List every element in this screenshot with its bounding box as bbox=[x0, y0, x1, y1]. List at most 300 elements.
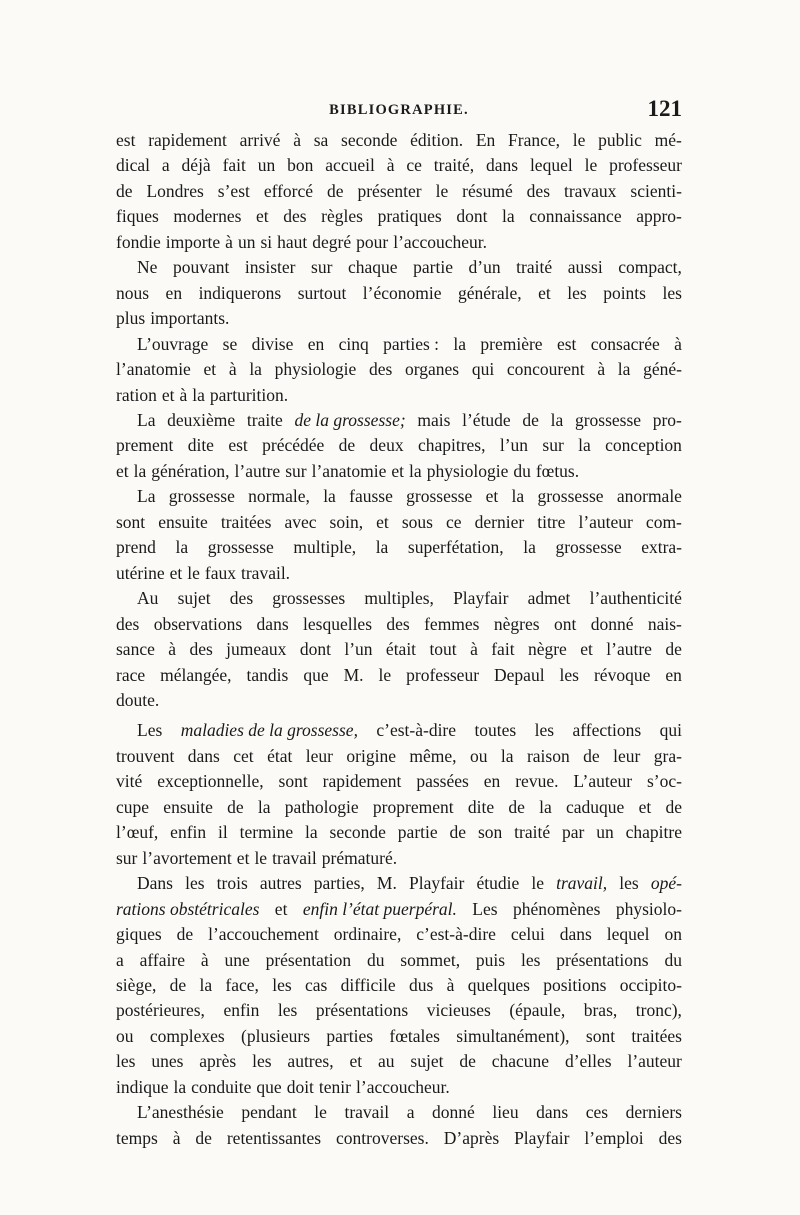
word: sujet bbox=[410, 1051, 444, 1072]
text-line bbox=[116, 408, 682, 433]
word: à bbox=[225, 231, 233, 252]
word: dite bbox=[187, 435, 214, 456]
word: traité bbox=[514, 822, 551, 843]
word: grossesse bbox=[168, 486, 235, 507]
text-line bbox=[116, 820, 682, 845]
word: efforcé bbox=[263, 180, 314, 201]
running-title: BIBLIOGRAPHIE. bbox=[329, 102, 469, 118]
word: raison bbox=[526, 745, 570, 766]
word: des bbox=[189, 639, 213, 660]
word: la bbox=[511, 486, 525, 507]
text-line bbox=[116, 510, 682, 535]
word: France, bbox=[508, 130, 561, 150]
word: géné- bbox=[643, 359, 682, 380]
word: grossesse bbox=[574, 409, 642, 430]
word: et bbox=[349, 1051, 363, 1072]
word: les bbox=[520, 949, 541, 970]
text-line bbox=[116, 948, 682, 973]
word: des bbox=[658, 1127, 682, 1148]
word: vicieuses bbox=[426, 1000, 491, 1021]
word: nègres bbox=[493, 613, 540, 634]
word: était bbox=[385, 639, 417, 660]
word: grossesse bbox=[406, 486, 473, 507]
text-line bbox=[116, 871, 682, 896]
word: enfin bbox=[223, 1000, 260, 1021]
word: à bbox=[228, 359, 237, 380]
word: de bbox=[665, 639, 682, 660]
word: grossesse bbox=[555, 537, 622, 558]
text-line bbox=[116, 332, 682, 357]
word: affaire bbox=[139, 949, 185, 970]
word: révoque bbox=[593, 664, 651, 685]
word: si bbox=[260, 231, 273, 252]
word: ont bbox=[553, 613, 577, 634]
word: termine bbox=[239, 822, 294, 843]
word: chapitre bbox=[625, 822, 682, 843]
word: trois bbox=[216, 873, 248, 894]
word: de la grossesse; bbox=[294, 409, 406, 430]
text-line bbox=[116, 998, 682, 1023]
word: race bbox=[116, 664, 146, 685]
word: c’est-à-dire bbox=[416, 924, 496, 945]
word: ration bbox=[116, 384, 157, 405]
word: de bbox=[583, 745, 600, 766]
word: les bbox=[252, 1051, 272, 1072]
word: anormale bbox=[616, 486, 682, 507]
word: la bbox=[192, 384, 205, 405]
word: temps bbox=[116, 1127, 158, 1148]
word: opé- bbox=[650, 873, 682, 894]
word: deuxième bbox=[167, 409, 236, 430]
word: aussi bbox=[567, 257, 603, 278]
text-line bbox=[116, 897, 682, 922]
word: sommet, bbox=[400, 949, 461, 970]
word: soin, bbox=[329, 511, 364, 532]
word: organes bbox=[405, 359, 460, 380]
word: les bbox=[116, 1051, 136, 1072]
word: parties : bbox=[383, 333, 440, 354]
word: du bbox=[366, 949, 385, 970]
word: règles bbox=[321, 206, 363, 227]
word: de bbox=[176, 924, 194, 945]
word: il bbox=[218, 822, 228, 843]
word: fœtales bbox=[389, 1025, 440, 1046]
word: ce bbox=[406, 155, 422, 176]
word: chapitres, bbox=[417, 435, 486, 456]
word: et bbox=[638, 796, 652, 817]
word: après bbox=[199, 1051, 237, 1072]
word: de bbox=[116, 180, 133, 201]
word: rapidement bbox=[322, 771, 402, 792]
word: importe bbox=[165, 231, 221, 252]
word: présenter bbox=[357, 180, 422, 201]
word: un bbox=[237, 231, 256, 252]
word: de bbox=[665, 796, 682, 817]
word: la bbox=[523, 537, 536, 558]
word: La bbox=[137, 486, 156, 507]
word: dans bbox=[536, 1102, 569, 1123]
word: par bbox=[562, 822, 585, 843]
word: leur bbox=[613, 745, 641, 766]
word: cet bbox=[233, 745, 254, 766]
word: modernes bbox=[173, 206, 242, 227]
word: générale, bbox=[458, 282, 522, 303]
word: la bbox=[133, 460, 147, 481]
word: Les bbox=[137, 720, 163, 741]
word: degré bbox=[312, 231, 352, 252]
word: admet bbox=[527, 588, 571, 609]
word: les bbox=[662, 282, 682, 303]
word: ensuite bbox=[158, 511, 208, 532]
word: mélangée, bbox=[160, 664, 232, 685]
text-line bbox=[116, 846, 682, 871]
text-line bbox=[116, 383, 682, 408]
word: première bbox=[480, 333, 543, 354]
word: cupe bbox=[116, 796, 150, 817]
word: Dans bbox=[137, 873, 173, 894]
word: siège, bbox=[116, 974, 157, 995]
word: nous bbox=[116, 282, 150, 303]
word: pendant bbox=[241, 1102, 297, 1123]
word: extra- bbox=[641, 537, 682, 558]
word: l’auteur bbox=[578, 511, 633, 532]
word: partie bbox=[413, 257, 453, 278]
word: enfin bbox=[170, 822, 207, 843]
text-line bbox=[116, 561, 682, 586]
text-line bbox=[116, 1024, 682, 1049]
word: et bbox=[580, 639, 593, 660]
text-line bbox=[116, 204, 682, 229]
page-number: 121 bbox=[647, 96, 682, 121]
word: dont bbox=[299, 639, 331, 660]
word: à bbox=[293, 130, 301, 150]
word: Depaul bbox=[494, 664, 545, 685]
word: ces bbox=[585, 1102, 609, 1123]
word: grossesse bbox=[207, 537, 274, 558]
word: et bbox=[485, 486, 499, 507]
word: la bbox=[578, 435, 591, 456]
word: et bbox=[169, 562, 183, 583]
word: lequel bbox=[606, 924, 650, 945]
word: à bbox=[446, 974, 455, 995]
word: la bbox=[550, 409, 564, 430]
word: consacrée bbox=[590, 333, 660, 354]
word: enfin l’état puerpéral. bbox=[302, 898, 457, 919]
word: ou bbox=[116, 1025, 134, 1046]
word: lieu bbox=[492, 1102, 519, 1123]
word: (épaule, bbox=[509, 1000, 566, 1021]
word: dite bbox=[467, 796, 495, 817]
word: puis bbox=[475, 949, 506, 970]
word: sur bbox=[542, 435, 564, 456]
word: et bbox=[161, 384, 175, 405]
word: dical bbox=[116, 155, 151, 176]
word: com- bbox=[645, 511, 682, 532]
word: L’ouvrage bbox=[137, 333, 209, 354]
word: maladies de la grossesse, bbox=[180, 720, 358, 741]
word: l’un bbox=[344, 639, 373, 660]
word: quelques bbox=[467, 974, 530, 995]
word: la bbox=[249, 359, 262, 380]
word: l’anatomie bbox=[116, 359, 191, 380]
word: gra- bbox=[653, 745, 682, 766]
word: donné bbox=[590, 613, 634, 634]
word: complexes bbox=[149, 1025, 225, 1046]
word: fausse bbox=[349, 486, 393, 507]
text-line bbox=[116, 1100, 682, 1125]
word: L’anesthésie bbox=[137, 1102, 224, 1123]
word: dont bbox=[456, 206, 488, 227]
word: retentissantes bbox=[226, 1127, 322, 1148]
word: surtout bbox=[297, 282, 347, 303]
word: son bbox=[477, 822, 503, 843]
text-line bbox=[116, 128, 682, 153]
word: arrivé bbox=[239, 130, 281, 150]
word: En bbox=[475, 130, 496, 150]
word: travaux bbox=[563, 180, 617, 201]
word: le bbox=[378, 664, 392, 685]
word: seconde bbox=[329, 822, 386, 843]
word: du bbox=[513, 460, 531, 481]
word: le bbox=[314, 1102, 327, 1123]
word: prend bbox=[116, 537, 156, 558]
word: qui bbox=[471, 359, 495, 380]
word: le bbox=[187, 562, 200, 583]
word: dernier bbox=[474, 511, 525, 532]
word: scienti- bbox=[630, 180, 682, 201]
word: grossesse bbox=[537, 486, 604, 507]
word: multiple, bbox=[293, 537, 357, 558]
text-line bbox=[116, 306, 682, 331]
word: exceptionnelle, bbox=[157, 771, 264, 792]
word: Ne bbox=[137, 257, 158, 278]
word: Les bbox=[472, 898, 498, 919]
word: à bbox=[168, 639, 177, 660]
word: les bbox=[534, 720, 555, 741]
word: tout bbox=[429, 639, 457, 660]
word: présentation bbox=[265, 949, 352, 970]
word: Playfair bbox=[453, 588, 509, 609]
word: la bbox=[502, 206, 515, 227]
word: difficile bbox=[340, 974, 396, 995]
word: la bbox=[175, 537, 189, 558]
word: tenir bbox=[318, 1076, 351, 1097]
word: sous bbox=[401, 511, 433, 532]
text-line bbox=[116, 1126, 682, 1151]
word: professeur bbox=[609, 155, 682, 176]
word: donné bbox=[432, 1102, 475, 1123]
word: précédée bbox=[262, 435, 325, 456]
word: au bbox=[377, 1051, 395, 1072]
word: ou bbox=[469, 745, 488, 766]
word: la bbox=[453, 333, 467, 354]
text-line bbox=[116, 663, 682, 688]
word: tandis bbox=[246, 664, 289, 685]
word: de bbox=[459, 1051, 476, 1072]
word: travail. bbox=[240, 562, 291, 583]
word: Au bbox=[137, 588, 159, 609]
word: bon bbox=[287, 155, 314, 176]
word: derniers bbox=[625, 1102, 682, 1123]
word: mais bbox=[417, 409, 451, 430]
word: prématuré. bbox=[321, 847, 398, 868]
word: l’œuf, bbox=[116, 822, 159, 843]
word: en bbox=[665, 664, 682, 685]
word: sont bbox=[585, 1025, 616, 1046]
word: importants. bbox=[150, 308, 230, 329]
word: l’étude bbox=[462, 409, 511, 430]
word: jumeaux bbox=[226, 639, 287, 660]
word: est bbox=[116, 130, 136, 150]
text-line bbox=[116, 535, 682, 560]
word: travail bbox=[344, 1102, 390, 1123]
word: simultanément), bbox=[456, 1025, 570, 1046]
text-line bbox=[116, 484, 682, 509]
word: partie bbox=[397, 822, 438, 843]
text-line bbox=[116, 718, 682, 743]
word: des bbox=[229, 588, 254, 609]
word: utérine bbox=[116, 562, 165, 583]
word: prement bbox=[116, 435, 174, 456]
word: origine bbox=[346, 745, 396, 766]
word: est bbox=[556, 333, 577, 354]
word: l’emploi bbox=[584, 1127, 644, 1148]
word: de bbox=[195, 1127, 212, 1148]
word: Londres bbox=[146, 180, 204, 201]
word: occipito- bbox=[619, 974, 682, 995]
text-line bbox=[116, 459, 682, 484]
word: et bbox=[256, 206, 269, 227]
word: étudie bbox=[476, 873, 520, 894]
word: divise bbox=[251, 333, 294, 354]
word: sont bbox=[278, 771, 308, 792]
word: de bbox=[227, 796, 244, 817]
word: le bbox=[572, 130, 586, 150]
word: présentations bbox=[315, 1000, 409, 1021]
word: des bbox=[526, 180, 550, 201]
word: nègre bbox=[527, 639, 567, 660]
word: sur bbox=[311, 257, 333, 278]
word: L’auteur bbox=[573, 771, 633, 792]
word: bras, bbox=[583, 1000, 618, 1021]
word: le bbox=[531, 873, 544, 894]
word: c’est-à-dire bbox=[376, 720, 457, 741]
word: de bbox=[169, 974, 187, 995]
word: compact, bbox=[618, 257, 682, 278]
text-line bbox=[116, 769, 682, 794]
word: D’après bbox=[443, 1127, 500, 1148]
word: conduite bbox=[191, 1076, 252, 1097]
word: les bbox=[559, 664, 579, 685]
word: et bbox=[236, 847, 250, 868]
text-line bbox=[116, 230, 682, 255]
word: que bbox=[256, 1076, 282, 1097]
word: la bbox=[257, 796, 271, 817]
word: édition. bbox=[410, 130, 464, 150]
word: en bbox=[307, 333, 325, 354]
word: et bbox=[538, 282, 551, 303]
word: revue. bbox=[515, 771, 559, 792]
word: superfétation, bbox=[407, 537, 504, 558]
word: passées bbox=[416, 771, 469, 792]
word: traité, bbox=[433, 155, 475, 176]
word: phénomènes bbox=[512, 898, 601, 919]
word: pratiques bbox=[377, 206, 442, 227]
word: le bbox=[254, 847, 268, 868]
word: génération, bbox=[151, 460, 230, 481]
word: sont bbox=[116, 511, 146, 532]
word: fondie bbox=[116, 231, 161, 252]
text-line bbox=[116, 688, 682, 713]
word: et bbox=[116, 460, 129, 481]
word: d’elles bbox=[564, 1051, 612, 1072]
word: la bbox=[617, 359, 631, 380]
word: mé- bbox=[654, 130, 682, 150]
word: chacune bbox=[491, 1051, 550, 1072]
word: femmes bbox=[424, 613, 480, 634]
word: cas bbox=[304, 974, 328, 995]
word: controverses. bbox=[336, 1127, 429, 1148]
word: cinq bbox=[338, 333, 369, 354]
word: proprement bbox=[372, 796, 454, 817]
word: connaissance bbox=[529, 206, 622, 227]
word: plus bbox=[116, 308, 146, 329]
text-line bbox=[116, 612, 682, 637]
word: est bbox=[228, 435, 248, 456]
word: la bbox=[409, 460, 422, 481]
word: points bbox=[603, 282, 646, 303]
word: et bbox=[391, 460, 405, 481]
word: sur bbox=[116, 847, 138, 868]
word: parturition. bbox=[209, 384, 289, 405]
word: lequel bbox=[529, 155, 573, 176]
word: à bbox=[179, 384, 188, 405]
word: s’est bbox=[217, 180, 250, 201]
word: le bbox=[584, 155, 598, 176]
word: celui bbox=[510, 924, 545, 945]
word: en bbox=[483, 771, 501, 792]
text-line bbox=[116, 1049, 682, 1074]
word: trouvent bbox=[116, 745, 175, 766]
word: les bbox=[185, 873, 205, 894]
word: grossesses bbox=[272, 588, 346, 609]
word: à bbox=[674, 333, 682, 354]
word: autres, bbox=[287, 1051, 334, 1072]
text-line bbox=[116, 433, 682, 458]
word: de bbox=[508, 796, 525, 817]
word: physiolo- bbox=[615, 898, 682, 919]
word: à bbox=[597, 359, 606, 380]
word: l’accoucheur. bbox=[356, 1076, 450, 1097]
word: Playfair bbox=[408, 873, 465, 894]
word: nais- bbox=[647, 613, 682, 634]
word: du bbox=[664, 949, 682, 970]
word: que bbox=[303, 664, 329, 685]
text-line bbox=[116, 973, 682, 998]
word: à bbox=[386, 155, 395, 176]
word: haut bbox=[277, 231, 308, 252]
word: l’un bbox=[499, 435, 529, 456]
word: la bbox=[500, 745, 514, 766]
word: les bbox=[619, 873, 639, 894]
text-line bbox=[116, 255, 682, 280]
word: sujet bbox=[177, 588, 211, 609]
word: parties, bbox=[313, 873, 365, 894]
word: un bbox=[257, 155, 276, 176]
word: la bbox=[539, 796, 552, 817]
word: giques bbox=[116, 924, 162, 945]
word: se bbox=[222, 333, 238, 354]
